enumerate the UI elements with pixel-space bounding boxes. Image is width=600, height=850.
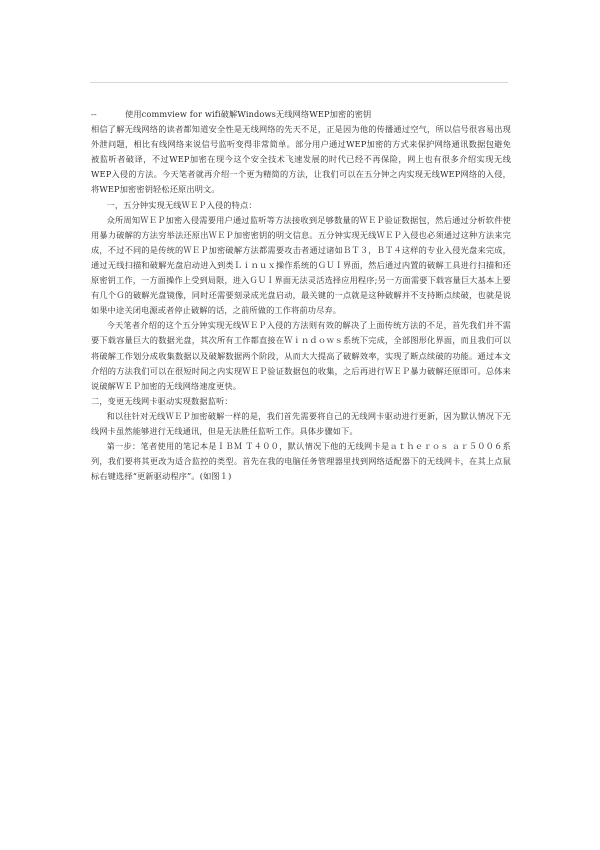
title-text: 使用commview for wifi破解Windows无线网络WEP加密的密钥	[125, 109, 372, 119]
section-heading-1: 一，五分钟实现无线ＷＥＰ入侵的特点：	[106, 199, 257, 210]
paragraph-step-one: 第一步：笔者使用的笔记本是ＩＢＭ Ｔ４００，默认情况下他的无线网卡是ａｔｈｅｒｏｓ ａｒ５００６系列，我们要将其更改为适合监控的类型。首先在我的电脑任务管理器里找到网络适配器下的无线网卡，在其上点鼠标右键选择“更新驱动程序”。(如图１)	[91, 441, 511, 482]
title-prefix: --	[91, 109, 97, 119]
paragraph-new-method: 今天笔者介绍的这个五分钟实现无线ＷＥＰ入侵的方法则有效的解决了上面传统方法的不足，首先我们并不需要下载容量巨大的数据光盘，其次所有工作都直接在Ｗｉｎｄｏｗｓ系统下完成，全部图形化界面，而且我们可以将破解工作划分成收集数据以及破解数据两个阶段，从而大大提高了破解效率，实现了断点续破的功能。通过本文介绍的方法我们可以在很短时间之内实现ＷＥＰ验证数据包的收集，之后再进行ＷＥＰ暴力破解还原即可。总体来说破解ＷＥＰ加密的无线网络速度更快。	[91, 320, 511, 391]
document-body	[91, 107, 511, 484]
paragraph-driver-update: 和以往针对无线ＷＥＰ加密破解一样的是，我们首先需要将自己的无线网卡驱动进行更新，因为默认情况下无线网卡虽然能够进行无线通讯，但是无法胜任监听工作。具体步骤如下。	[91, 410, 511, 436]
header-rule	[90, 82, 508, 83]
document-title	[91, 107, 511, 122]
section-heading-2: 二，变更无线网卡驱动实现数据监听：	[91, 395, 233, 406]
paragraph-traditional-method: 众所周知ＷＥＰ加密入侵需要用户通过监听等方法接收到足够数量的ＷＥＰ验证数据包，然后通过分析软件使用暴力破解的方法穷举法还原出ＷＥＰ加密密钥的明文信息。五分钟实现无线ＷＥＰ入侵也必须通过这种方法来完成，不过不同的是传统的ＷＥＰ加密破解方法都需要攻击者通过诸如ＢＴ３，ＢＴ４这样的专业入侵光盘来完成，通过无线扫描和破解光盘启动进入到类Ｌｉｎｕｘ操作系统的ＧＵＩ界面，然后通过内置的破解工具进行扫描和还原密钥工作，一方面操作上受到局限，进入ＧＵＩ界面无法灵活选择应用程序;另一方面需要下载容量巨大基本上要有几个Ｇ的破解光盘镜像，同时还需要刻录成光盘启动，最关键的一点就是这种破解并不支持断点续破，也就是说如果中途关闭电源或者停止破解的话，之前所做的工作将前功尽弃。	[91, 214, 511, 316]
paragraph-intro: 相信了解无线网络的读者都知道安全性是无线网络的先天不足，正是因为他的传播通过空气，所以信号很容易出现外泄问题，相比有线网络来说信号监听变得非常简单。部分用户通过WEP加密的方式来保护网络通讯数据包避免被监听者破译，不过WEP加密在现今这个安全技术飞速发展的时代已经不再保险，网上也有很多介绍实现无线WEP入侵的方法。今天笔者就再介绍一个更为精简的方法，让我们可以在五分钟之内实现无线WEP网络的入侵，将WEP加密密钥轻松还原出明文。	[91, 124, 511, 195]
